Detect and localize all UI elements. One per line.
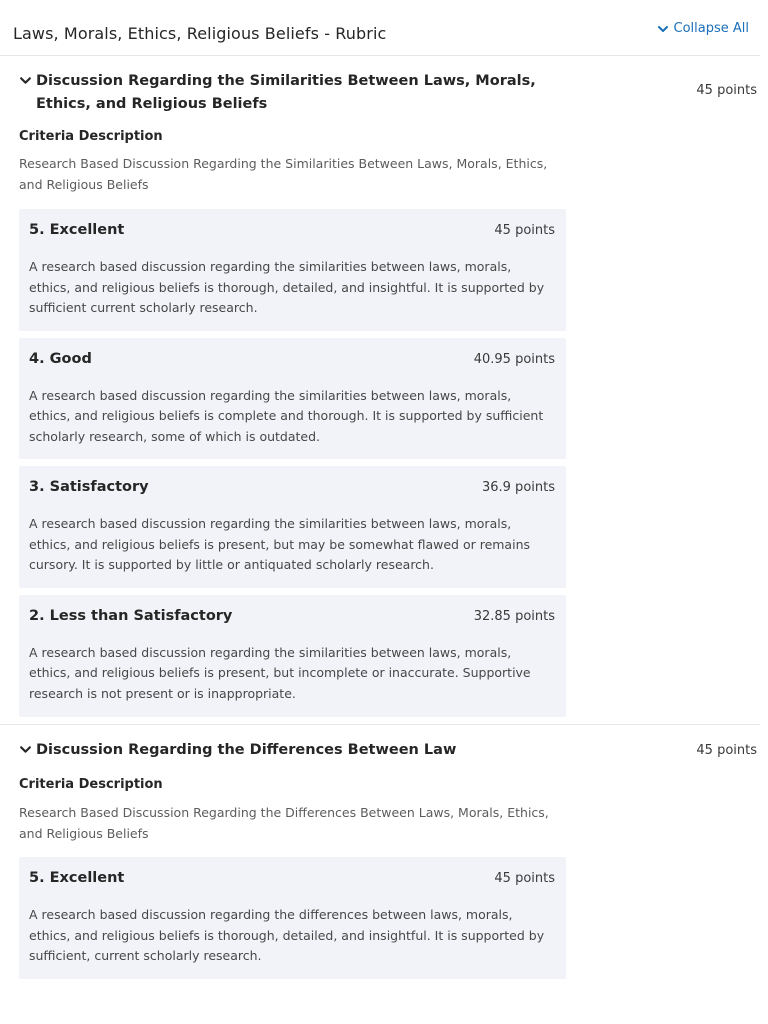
rating-points: 36.9 points — [481, 480, 555, 495]
chevron-down-icon — [19, 74, 32, 87]
rating-name: 3. Satisfactory — [29, 479, 149, 495]
rating-description: A research based discussion regarding the similarities between laws, morals, ethics, and religious beliefs is thorough, detailed, and insightful. It is supported by sufficient current scholarly research. — [29, 259, 545, 315]
rating-card — [19, 338, 566, 460]
ratings-list — [19, 209, 566, 717]
criteria-description: Research Based Discussion Regarding the Differences Between Laws, Morals, Ethics, and Religious Beliefs — [19, 805, 549, 841]
criterion-points: 45 points — [696, 83, 757, 98]
chevron-down-icon — [657, 23, 669, 35]
rating-description: A research based discussion regarding the differences between laws, morals, ethics, and religious beliefs is thorough, detailed, and insightful. It is supported by sufficient, current scholarly research. — [29, 907, 545, 963]
chevron-down-icon — [19, 743, 32, 756]
rating-name: 5. Excellent — [29, 870, 125, 886]
rating-description: A research based discussion regarding the similarities between laws, morals, ethics, and religious beliefs is complete and thorough. It is supported by sufficient scholarly research, some of which is outdated. — [29, 387, 544, 444]
criterion-title: Discussion Regarding the Differences Between Law — [36, 742, 457, 758]
criterion-title: Discussion Regarding the Similarities Between Laws, Morals, Ethics, and Religious Beliefs — [36, 73, 536, 112]
rating-card — [19, 857, 566, 979]
collapse-all-label: Collapse All — [673, 21, 749, 36]
ratings-list — [19, 857, 566, 986]
criterion-differences — [0, 725, 760, 1024]
criterion-toggle[interactable] — [19, 739, 579, 762]
criteria-description-label: Criteria Description — [19, 777, 163, 792]
rating-description: A research based discussion regarding the similarities between laws, morals, ethics, and religious beliefs is present, but incomplete or inaccurate. Supportive research is not present or is inappropriate. — [29, 644, 531, 701]
rating-card — [19, 209, 566, 331]
rating-points: 32.85 points — [473, 608, 555, 624]
collapse-all-button[interactable] — [657, 21, 750, 36]
criteria-description: Research Based Discussion Regarding the Similarities Between Laws, Morals, Ethics, and Religious Beliefs — [19, 156, 548, 192]
rating-card — [19, 595, 566, 717]
rubric-title: Laws, Morals, Ethics, Religious Beliefs - Rubric — [13, 24, 387, 43]
rating-name: 2. Less than Satisfactory — [29, 607, 233, 624]
criterion-toggle[interactable] — [19, 70, 579, 116]
rating-description: A research based discussion regarding the similarities between laws, morals, ethics, and religious beliefs is present, but may be somewhat flawed or remains cursory. It is supported by little or antiquated scholarly research. — [29, 516, 531, 572]
rubric-header — [0, 0, 760, 56]
rating-name: 4. Good — [29, 350, 92, 367]
rating-points: 40.95 points — [473, 351, 555, 367]
criteria-description-label: Criteria Description — [19, 129, 163, 144]
criterion-similarities — [0, 56, 760, 725]
rating-points: 45 points — [494, 223, 555, 238]
rating-points: 45 points — [494, 871, 555, 886]
rating-card — [19, 466, 566, 588]
rating-name: 5. Excellent — [29, 222, 125, 238]
criterion-points: 45 points — [696, 743, 757, 758]
